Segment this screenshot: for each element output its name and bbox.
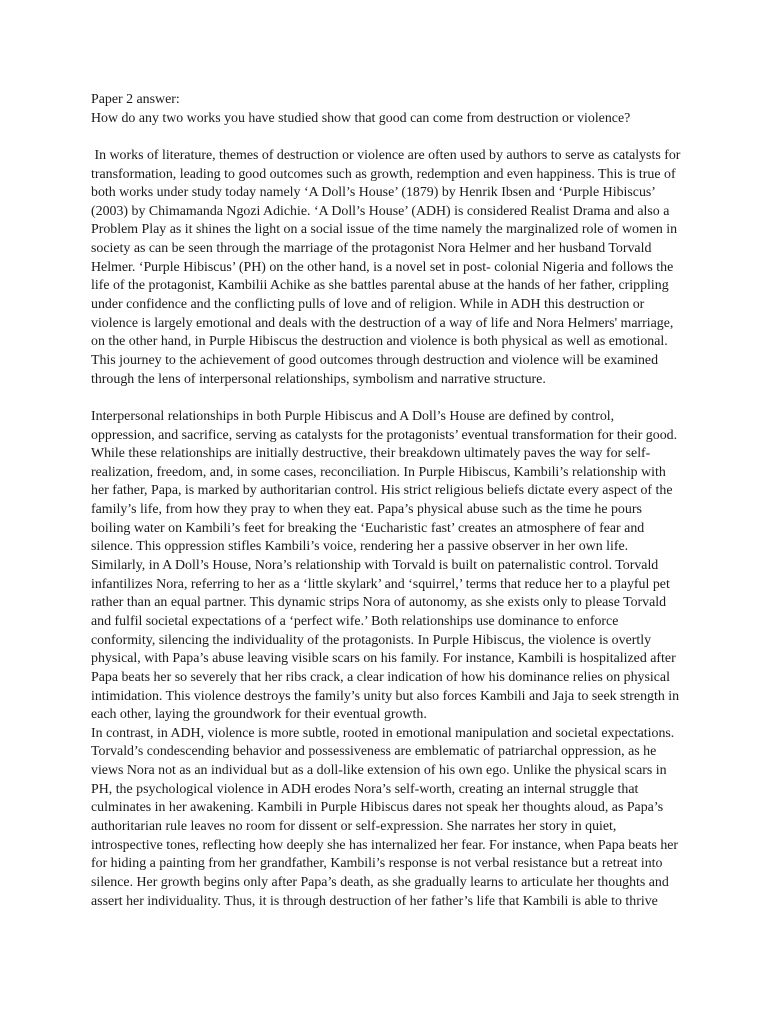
text-line: oppression, and sacrifice, serving as catalysts for the protagonists’ eventual transformation for their good. (91, 427, 678, 443)
paragraph-gap (91, 389, 687, 408)
text-line: In works of literature, themes of destruction or violence are often used by authors to serve as catalysts for (91, 147, 681, 163)
text-line: each other, laying the groundwork for their eventual growth. (91, 707, 427, 723)
text-line: violence is largely emotional and deals with the destruction of a way of life and Nora Helmers' marriage, (91, 315, 674, 331)
document-header: Paper 2 answer: (91, 92, 180, 107)
text-line: life of the protagonist, Kambilii Achike as she battles parental abuse at the hands of her father, crippling (91, 278, 669, 294)
text-line: her father, Papa, is marked by authoritarian control. His strict religious beliefs dictate every aspect of the (91, 483, 673, 499)
text-line: introspective tones, reflecting how deeply she has internalized her fear. For instance, when Papa beats her (91, 837, 679, 853)
text-line: This journey to the achievement of good outcomes through destruction and violence will be examined (91, 352, 659, 368)
text-line: In contrast, in ADH, violence is more subtle, rooted in emotional manipulation and societal expectations. (91, 725, 675, 741)
text-line: intimidation. This violence destroys the family’s unity but also forces Kambili and Jaja to seek strength in (91, 688, 680, 704)
text-line: for hiding a painting from her grandfather, Kambili’s response is not verbal resistance but a retreat into (91, 856, 663, 872)
text-line: physical, with Papa’s abuse leaving visible scars on his family. For instance, Kambili is hospitalized after (91, 651, 676, 667)
text-line: culminates in her awakening. Kambili in Purple Hibiscus dares not speak her thoughts aloud, as Papa’s (91, 800, 664, 816)
text-line: Interpersonal relationships in both Purple Hibiscus and A Doll’s House are defined by control, (91, 408, 615, 424)
paragraph-gap (91, 128, 687, 147)
paragraph-contrast (91, 725, 687, 911)
text-line: Similarly, in A Doll’s House, Nora’s relationship with Torvald is built on paternalistic control. Torvald (91, 558, 659, 574)
text-line: under confidence and the conflicting pulls of love and of religion. While in ADH this destruction or (91, 297, 645, 313)
text-line: both works under study today namely ‘A Doll’s House’ (1879) by Henrik Ibsen and ‘Purple Hibiscus’ (91, 185, 656, 201)
text-line: family’s life, from how they pray to when they eat. Papa’s physical abuse such as the time he pours (91, 502, 642, 518)
text-line: authoritarian rule leaves no room for dissent or self-expression. She narrates her story in quiet, (91, 818, 617, 834)
text-line: and fulfil societal expectations of a ‘perfect wife.’ Both relationships use dominance to enforce (91, 613, 619, 629)
text-line: Helmer. ‘Purple Hibiscus’ (PH) on the other hand, is a novel set in post- colonial Nigeria and follows the (91, 259, 674, 275)
document-page (91, 91, 687, 911)
text-line: rather than an equal partner. This dynamic strips Nora of autonomy, as she exists only to please Torvald (91, 595, 667, 611)
text-line: realization, freedom, and, in some cases, reconciliation. In Purple Hibiscus, Kambili’s relationship with (91, 464, 666, 480)
text-line: transformation, leading to good outcomes such as growth, redemption and even happiness. This is true of (91, 166, 676, 182)
paragraph-relationships (91, 408, 687, 725)
text-line: society as can be seen through the marriage of the protagonist Nora Helmer and her husband Torvald (91, 241, 652, 257)
text-line: on the other hand, in Purple Hibiscus the destruction and violence is both physical as well as emotional. (91, 334, 668, 350)
text-line: Problem Play as it shines the light on a social issue of the time namely the marginalized role of women in (91, 222, 678, 238)
essay-question: How do any two works you have studied show that good can come from destruction or violence? (91, 110, 631, 126)
text-line: assert her individuality. Thus, it is through destruction of her father’s life that Kambili is able to thrive (91, 893, 658, 909)
text-line: through the lens of interpersonal relationships, symbolism and narrative structure. (91, 371, 546, 387)
text-line: silence. Her growth begins only after Papa’s death, as she gradually learns to articulate her thoughts and (91, 874, 669, 890)
text-line: silence. This oppression stifles Kambili’s voice, rendering her a passive observer in her own life. (91, 539, 629, 555)
text-line: (2003) by Chimamanda Ngozi Adichie. ‘A Doll’s House’ (ADH) is considered Realist Drama and also a (91, 203, 670, 219)
text-line: PH, the psychological violence in ADH erodes Nora’s self-worth, creating an internal struggle that (91, 781, 639, 797)
text-line: views Nora not as an individual but as a doll-like extension of his own ego. Unlike the physical scars in (91, 763, 667, 779)
text-line: infantilizes Nora, referring to her as a ‘little skylark’ and ‘squirrel,’ terms that reduce her to a playful pet (91, 576, 670, 592)
text-line: conformity, silencing the individuality of the protagonists. In Purple Hibiscus, the violence is overtly (91, 632, 652, 648)
text-line: Torvald’s condescending behavior and possessiveness are emblematic of patriarchal oppression, as he (91, 744, 657, 760)
text-line: Papa beats her so severely that her ribs crack, a clear indication of how his dominance relies on physical (91, 669, 670, 685)
paragraph-introduction (91, 147, 687, 389)
text-line: While these relationships are initially destructive, their breakdown ultimately paves the way for self- (91, 446, 651, 462)
text-line: boiling water on Kambili’s feet for breaking the ‘Eucharistic fast’ creates an atmosphere of fear and (91, 520, 645, 536)
